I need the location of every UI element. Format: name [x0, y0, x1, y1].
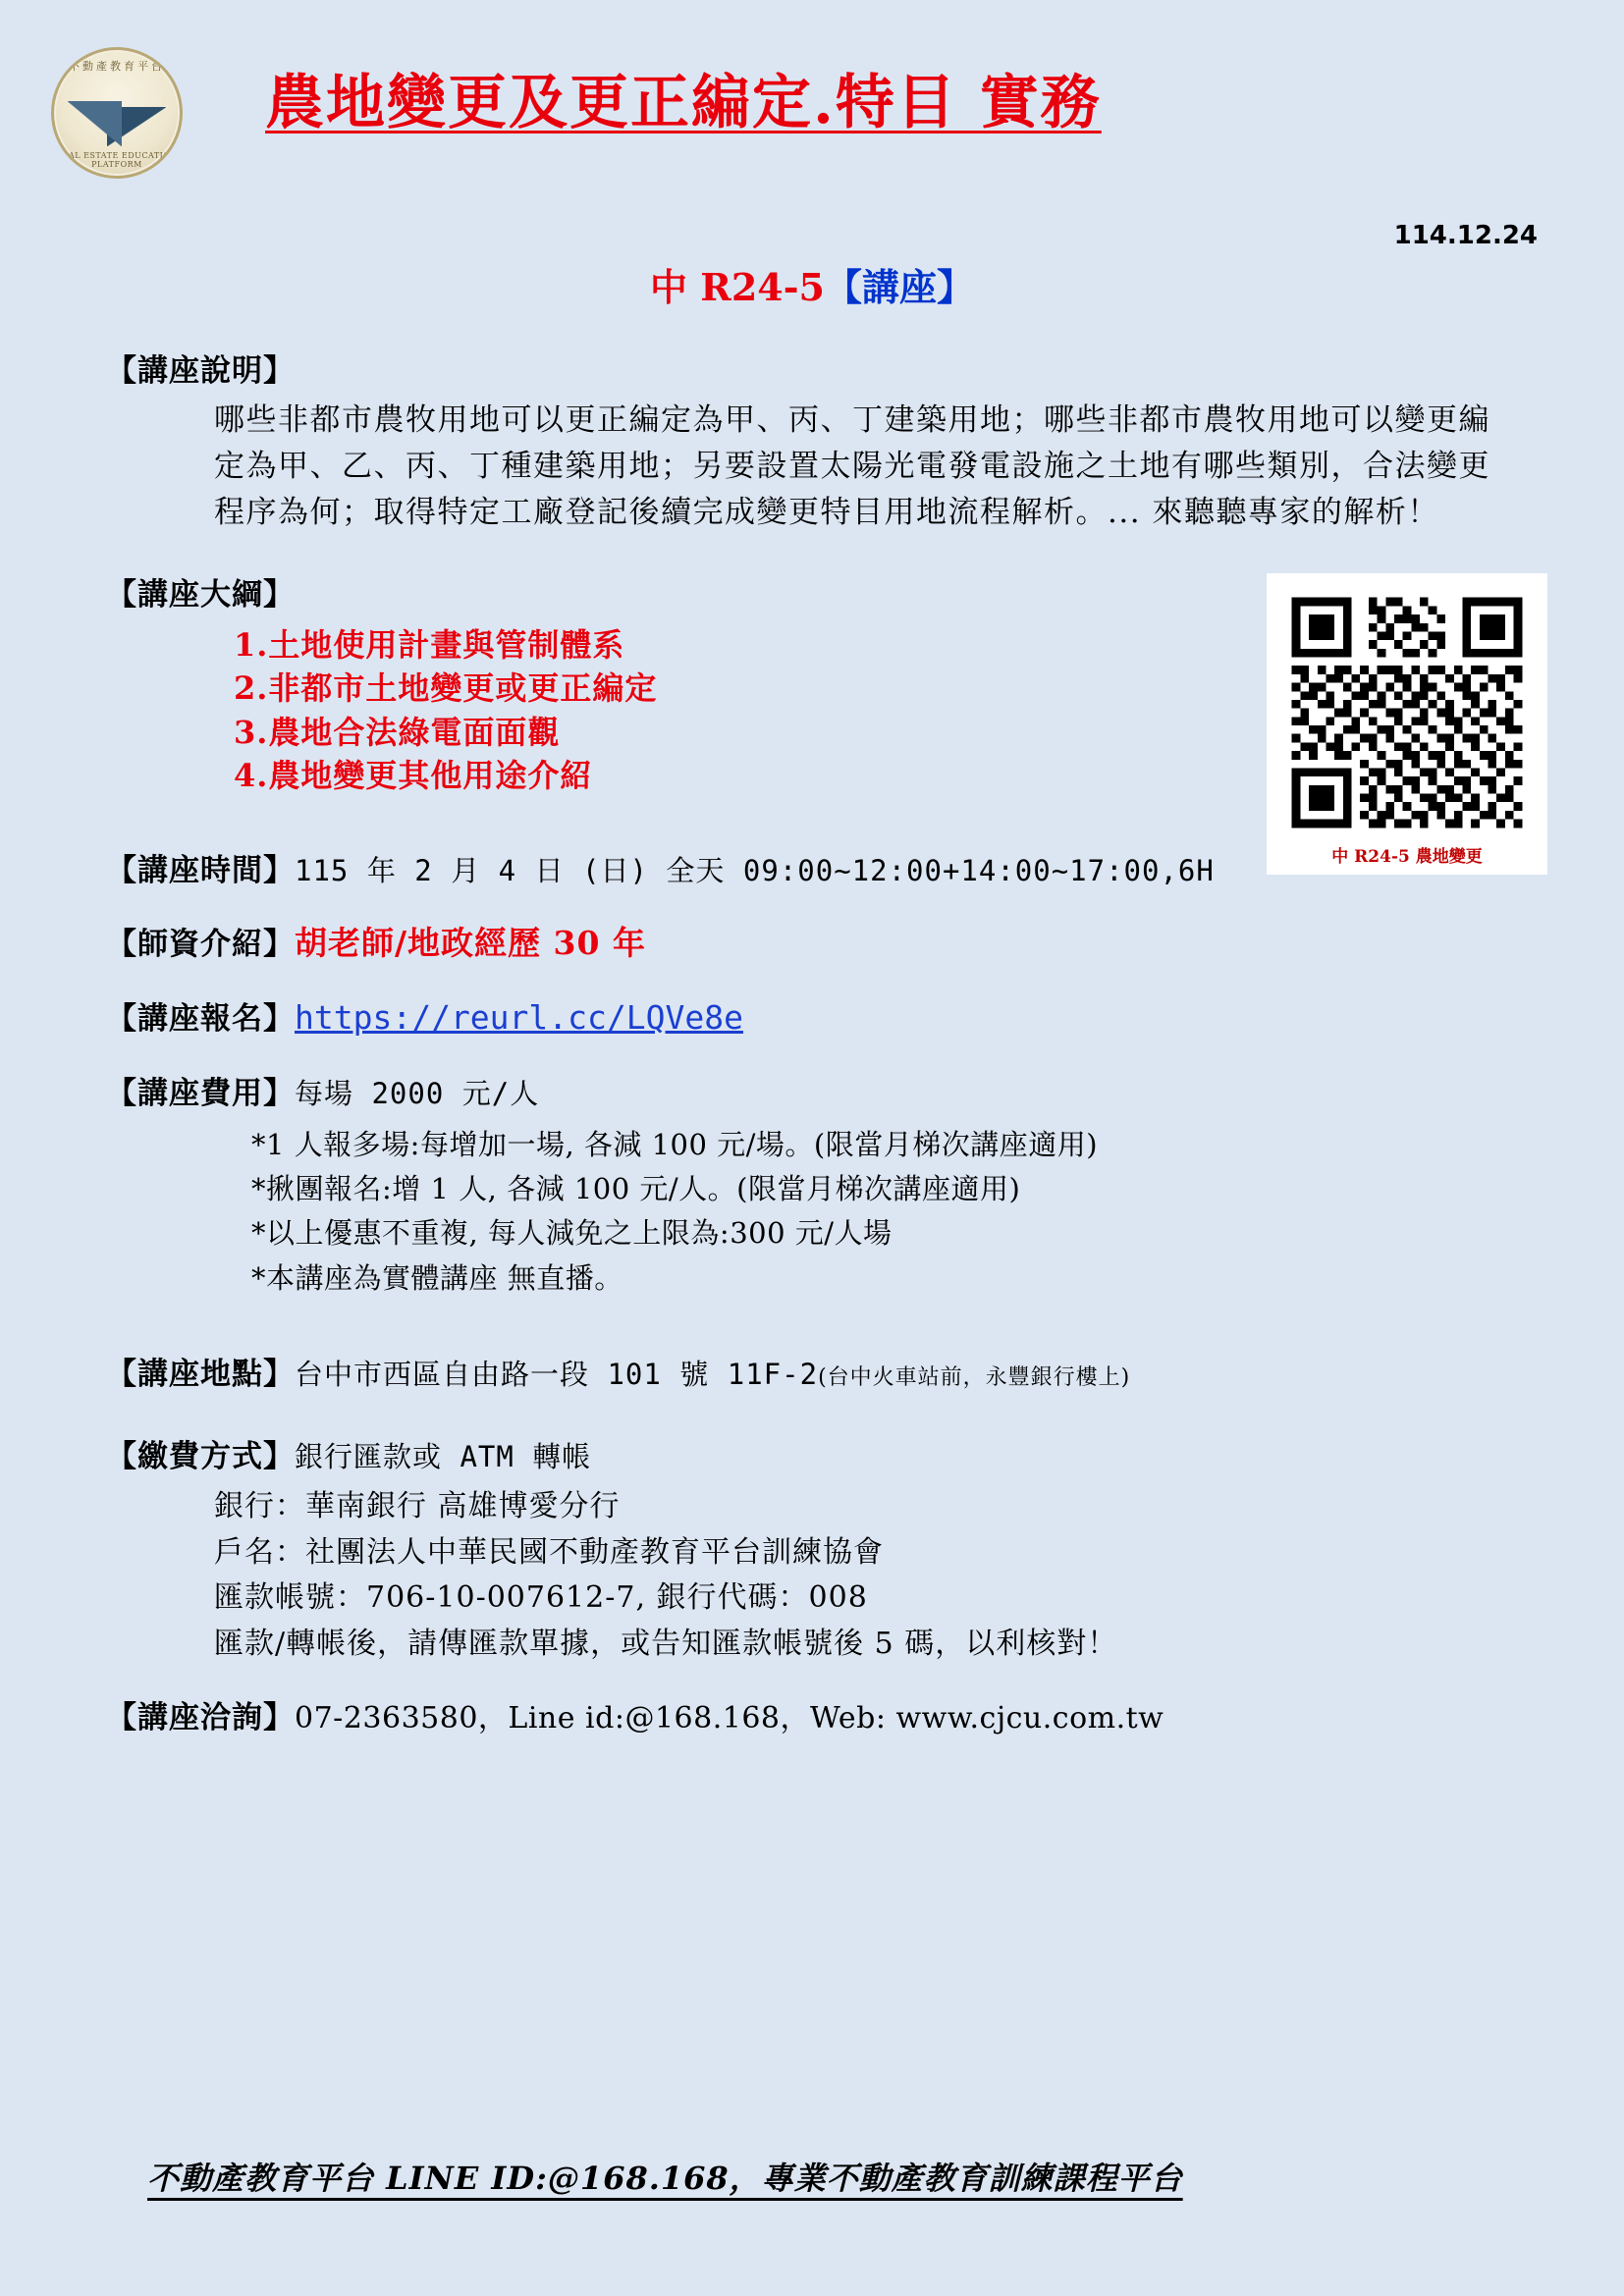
- list-item: *揪團報名:增 1 人, 各減 100 元/人。(限當月梯次講座適用): [251, 1172, 1021, 1206]
- course-code: 中 R24-5: [650, 265, 825, 309]
- mountain-icon: [68, 101, 166, 146]
- fee-label: 【講座費用】: [106, 1076, 295, 1112]
- payment-value: 銀行匯款或 ATM 轉帳: [295, 1440, 592, 1474]
- organization-logo: [51, 47, 183, 179]
- list-item: *以上優惠不重複, 每人減免之上限為:300 元/人場: [251, 1216, 893, 1251]
- course-type: 【講座】: [824, 265, 974, 309]
- qr-code-icon[interactable]: [1283, 589, 1531, 836]
- list-item: 銀行：華南銀行 高雄博愛分行: [214, 1488, 621, 1523]
- list-item: 1.土地使用計畫與管制體系: [234, 626, 625, 665]
- list-item: 戶名：社團法人中華民國不動產教育平台訓練協會: [214, 1534, 884, 1570]
- course-subtitle: [0, 257, 1624, 311]
- qr-code-card[interactable]: [1267, 573, 1547, 875]
- place-note: (台中火車站前，永豐銀行樓上): [818, 1364, 1131, 1390]
- footer-banner: 不動產教育平台 LINE ID:@168.168，專業不動產教育訓練課程平台: [147, 2160, 1183, 2197]
- list-item: 匯款帳號：706-10-007612-7, 銀行代碼：008: [214, 1580, 868, 1616]
- teacher-value: 胡老師/地政經歷 30 年: [295, 924, 646, 963]
- place-value: 台中市西區自由路一段 101 號 11F-2: [295, 1357, 819, 1391]
- issue-date: 114.12.24: [1393, 221, 1538, 250]
- time-label: 【講座時間】: [106, 852, 295, 888]
- time-value: 115 年 2 月 4 日 (日) 全天 09:00~12:00+14:00~17:00,6H: [295, 853, 1215, 887]
- payment-label: 【繳費方式】: [106, 1439, 295, 1475]
- fee-value: 每場 2000 元/人: [295, 1077, 540, 1111]
- logo-bottom-text: REAL ESTATE EDUCATION PLATFORM: [56, 151, 178, 169]
- teacher-label: 【師資介紹】: [106, 927, 295, 963]
- signup-row: [106, 993, 1540, 1042]
- contact-value: 07-2363580，Line id:@168.168，Web: www.cjcu.com.tw: [295, 1701, 1164, 1736]
- list-item: *1 人報多場:每增加一場, 各減 100 元/場。(限當月梯次講座適用): [251, 1127, 1099, 1161]
- teacher-row: [106, 919, 1540, 968]
- description-block: [106, 346, 1540, 536]
- payment-row: [106, 1434, 1540, 1668]
- description-label: 【講座說明】: [106, 353, 295, 389]
- contact-row: [106, 1695, 1540, 1741]
- outline-label: 【講座大綱】: [106, 577, 295, 614]
- poster-header: [0, 0, 1624, 309]
- description-text: 哪些非都市農牧用地可以更正編定為甲、丙、丁建築用地；哪些非都市農牧用地可以變更編定為甲、乙、丙、丁種建築用地；另要設置太陽光電發電設施之土地有哪些類別，合法變更程序為何；取得特定工廠登記後續完成變更特目用地流程解析。... 來聽聽專家的解析！: [214, 402, 1490, 531]
- list-item: 匯款/轉帳後，請傳匯款單據，或告知匯款帳號後 5 碼，以利核對！: [214, 1627, 1118, 1662]
- place-row: [106, 1352, 1540, 1398]
- place-label: 【講座地點】: [106, 1356, 295, 1392]
- fee-notes: [251, 1123, 1540, 1301]
- list-item: 4.農地變更其他用途介紹: [234, 756, 593, 794]
- qr-caption: 中 R24-5 農地變更: [1331, 847, 1483, 867]
- list-item: 2.非都市土地變更或更正編定: [234, 669, 658, 708]
- list-item: *本講座為實體講座 無直播。: [251, 1260, 623, 1295]
- logo-top-text: 不動產教育平台: [69, 60, 165, 73]
- signup-label: 【講座報名】: [106, 1000, 295, 1037]
- fee-row: [106, 1071, 1540, 1300]
- page-title: 農地變更及更正編定.特目 實務: [265, 69, 1102, 137]
- signup-link[interactable]: https://reurl.cc/LQVe8e: [295, 997, 743, 1037]
- list-item: 3.農地合法綠電面面觀: [234, 713, 561, 751]
- contact-label: 【講座洽詢】: [106, 1700, 295, 1736]
- poster-content: [106, 346, 1540, 1741]
- payment-details: [214, 1484, 1540, 1668]
